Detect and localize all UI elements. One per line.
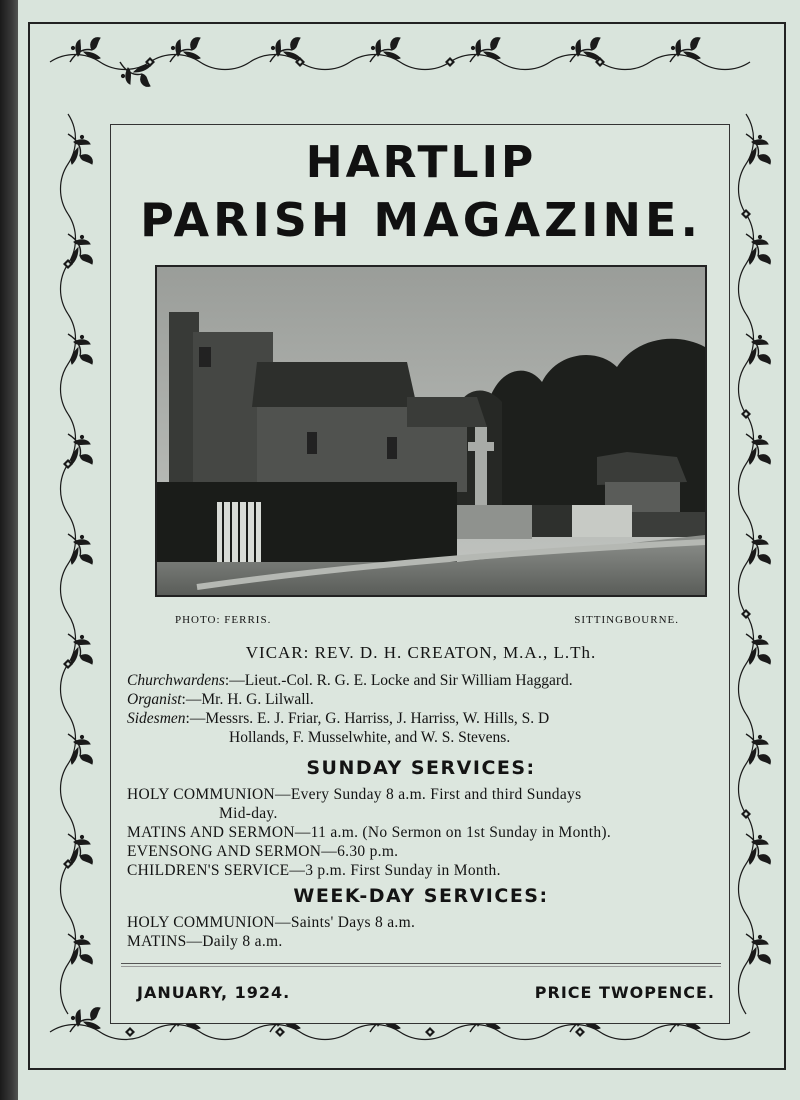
parish-officers <box>127 671 727 747</box>
vicar-line: VICAR: REV. D. H. CREATON, M.A., L.Th. <box>245 643 597 662</box>
organist-name: :—Mr. H. G. Lilwall. <box>181 691 314 708</box>
top-vine-border <box>50 38 750 87</box>
service-line: CHILDREN'S SERVICE—3 p.m. First Sunday in Month. <box>127 862 501 879</box>
footer-divider-thin <box>121 966 721 967</box>
sidesmen-line-continued: Hollands, F. Musselwhite, and W. S. Stevens. <box>229 729 511 746</box>
right-vine-border <box>739 114 771 1014</box>
photo-credit: PHOTO: FERRIS. <box>175 614 272 626</box>
service-line: HOLY COMMUNION—Saints' Days 8 a.m. <box>127 914 416 931</box>
churchwardens-line <box>127 671 727 690</box>
service-line: Mid-day. <box>219 805 278 822</box>
masthead-title-line2: PARISH MAGAZINE. <box>140 193 702 247</box>
footer-divider <box>121 963 721 964</box>
price-label: PRICE TWOPENCE. <box>534 983 715 1002</box>
sunday-services-list <box>127 785 727 880</box>
sidesmen-line <box>127 709 727 728</box>
sidesmen-role: Sidesmen <box>127 710 186 727</box>
issue-date: JANUARY, 1924. <box>137 983 291 1002</box>
service-line: MATINS AND SERMON—11 a.m. (No Sermon on 1st Sunday in Month). <box>127 824 612 841</box>
sunday-services-heading: SUNDAY SERVICES: <box>306 757 536 779</box>
service-line: EVENSONG AND SERMON—6.30 p.m. <box>127 843 399 860</box>
book-spine-shadow <box>0 0 20 1100</box>
masthead-title-line1: HARTLIP <box>305 137 537 188</box>
magazine-cover <box>18 0 800 1100</box>
organist-line <box>127 690 727 709</box>
churchwardens-role: Churchwardens <box>127 672 225 689</box>
weekday-services-heading: WEEK-DAY SERVICES: <box>293 885 549 907</box>
service-line: MATINS—Daily 8 a.m. <box>127 933 283 950</box>
service-line: HOLY COMMUNION—Every Sunday 8 a.m. First and third Sundays <box>127 786 582 803</box>
photo-location: SITTINGBOURNE. <box>574 614 679 626</box>
church-photograph <box>155 265 707 597</box>
churchwardens-names: :—Lieut.-Col. R. G. E. Locke and Sir William Haggard. <box>224 672 573 689</box>
content-panel <box>110 124 730 1024</box>
weekday-services-list <box>127 913 727 951</box>
left-vine-border <box>61 114 93 1014</box>
sidesmen-names: :—Messrs. E. J. Friar, G. Harriss, J. Harriss, W. Hills, S. D <box>185 710 550 727</box>
outer-frame <box>28 22 786 1070</box>
organist-role: Organist <box>127 691 182 708</box>
